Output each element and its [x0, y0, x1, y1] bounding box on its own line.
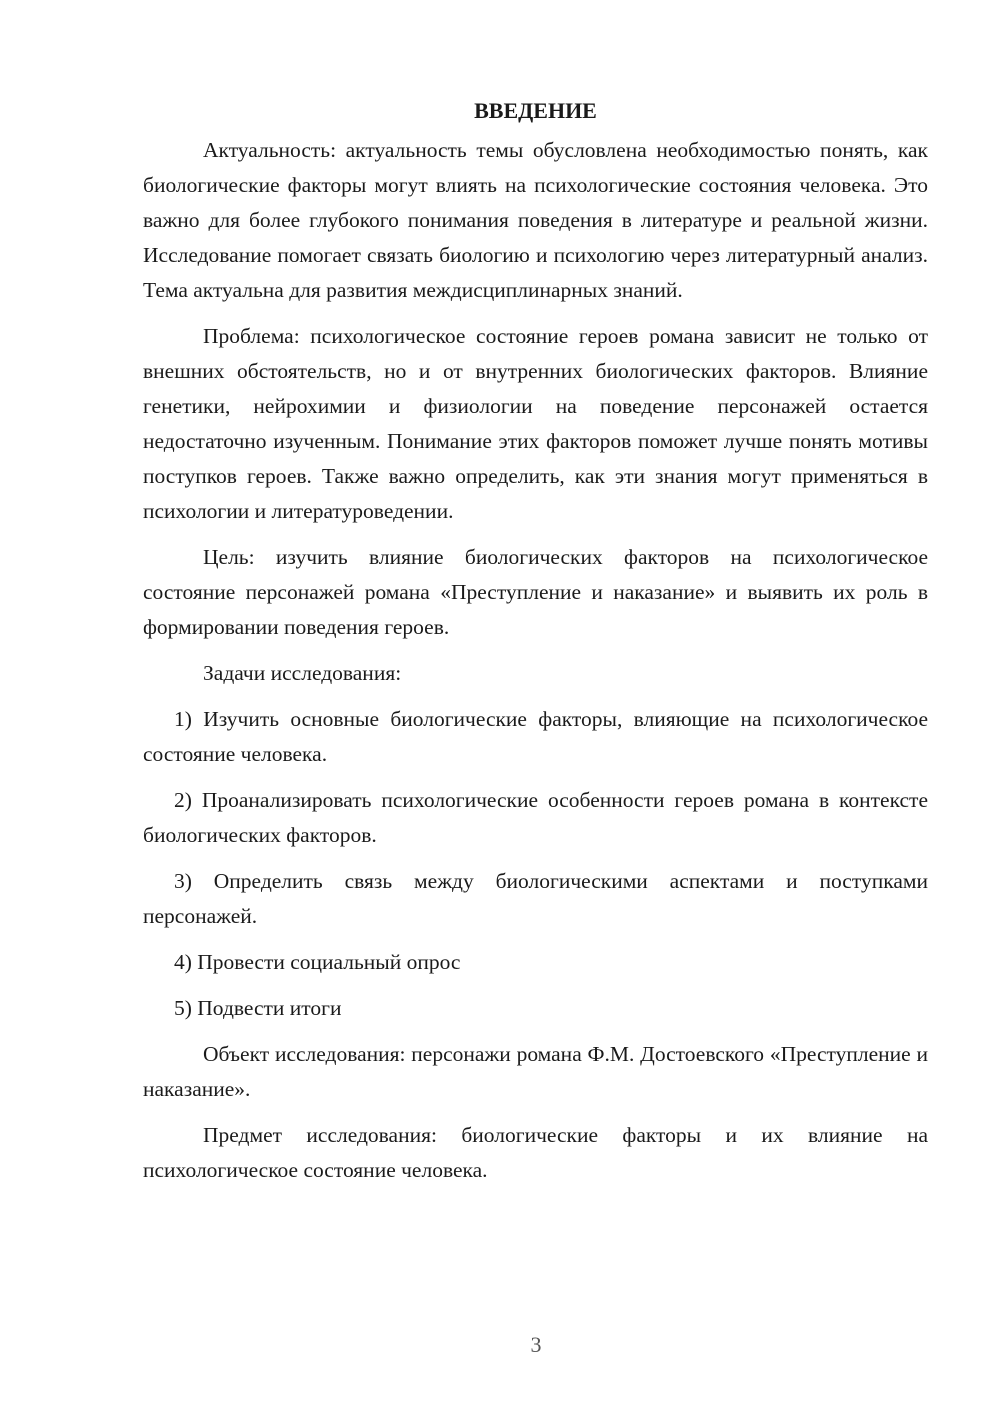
- object-paragraph: Объект исследования: персонажи романа Ф.М. Достоевского «Преступление и наказание».: [143, 1042, 928, 1101]
- task-item-3: 3) Определить связь между биологическими аспектами и поступками персонажей.: [143, 869, 928, 928]
- subject-paragraph: Предмет исследования: биологические факторы и их влияние на психологическое состояние человека.: [143, 1123, 928, 1182]
- relevance-paragraph: Актуальность: актуальность темы обусловлена необходимостью понять, как биологические факторы могут влиять на психологические состояния человека. Это важно для более глубокого понимания поведения в литературе и реальной жизни. Исследование помогает связать биологию и психологию через литературный анализ. Тема актуальна для развития междисциплинарных знаний.: [143, 138, 928, 302]
- page-number: 3: [530, 1332, 542, 1357]
- section-heading: ВВЕДЕНИЕ: [474, 98, 597, 123]
- task-item-4: 4) Провести социальный опрос: [174, 950, 461, 974]
- task-item-2: 2) Проанализировать психологические особенности героев романа в контексте биологических факторов.: [143, 788, 928, 847]
- task-item-1: 1) Изучить основные биологические факторы, влияющие на психологическое состояние человека.: [143, 707, 928, 766]
- problem-paragraph: Проблема: психологическое состояние героев романа зависит не только от внешних обстоятельств, но и от внутренних биологических факторов. Влияние генетики, нейрохимии и физиологии на поведение персонажей остается недостаточно изученным. Понимание этих факторов поможет лучше понять мотивы поступков героев. Также важно определить, как эти знания могут применяться в психологии и литературоведении.: [143, 324, 928, 523]
- goal-paragraph: Цель: изучить влияние биологических факторов на психологическое состояние персонажей романа «Преступление и наказание» и выявить их роль в формировании поведения героев.: [143, 545, 928, 639]
- tasks-title: Задачи исследования:: [203, 661, 402, 685]
- page-content: [143, 95, 928, 1188]
- task-item-5: 5) Подвести итоги: [174, 996, 342, 1020]
